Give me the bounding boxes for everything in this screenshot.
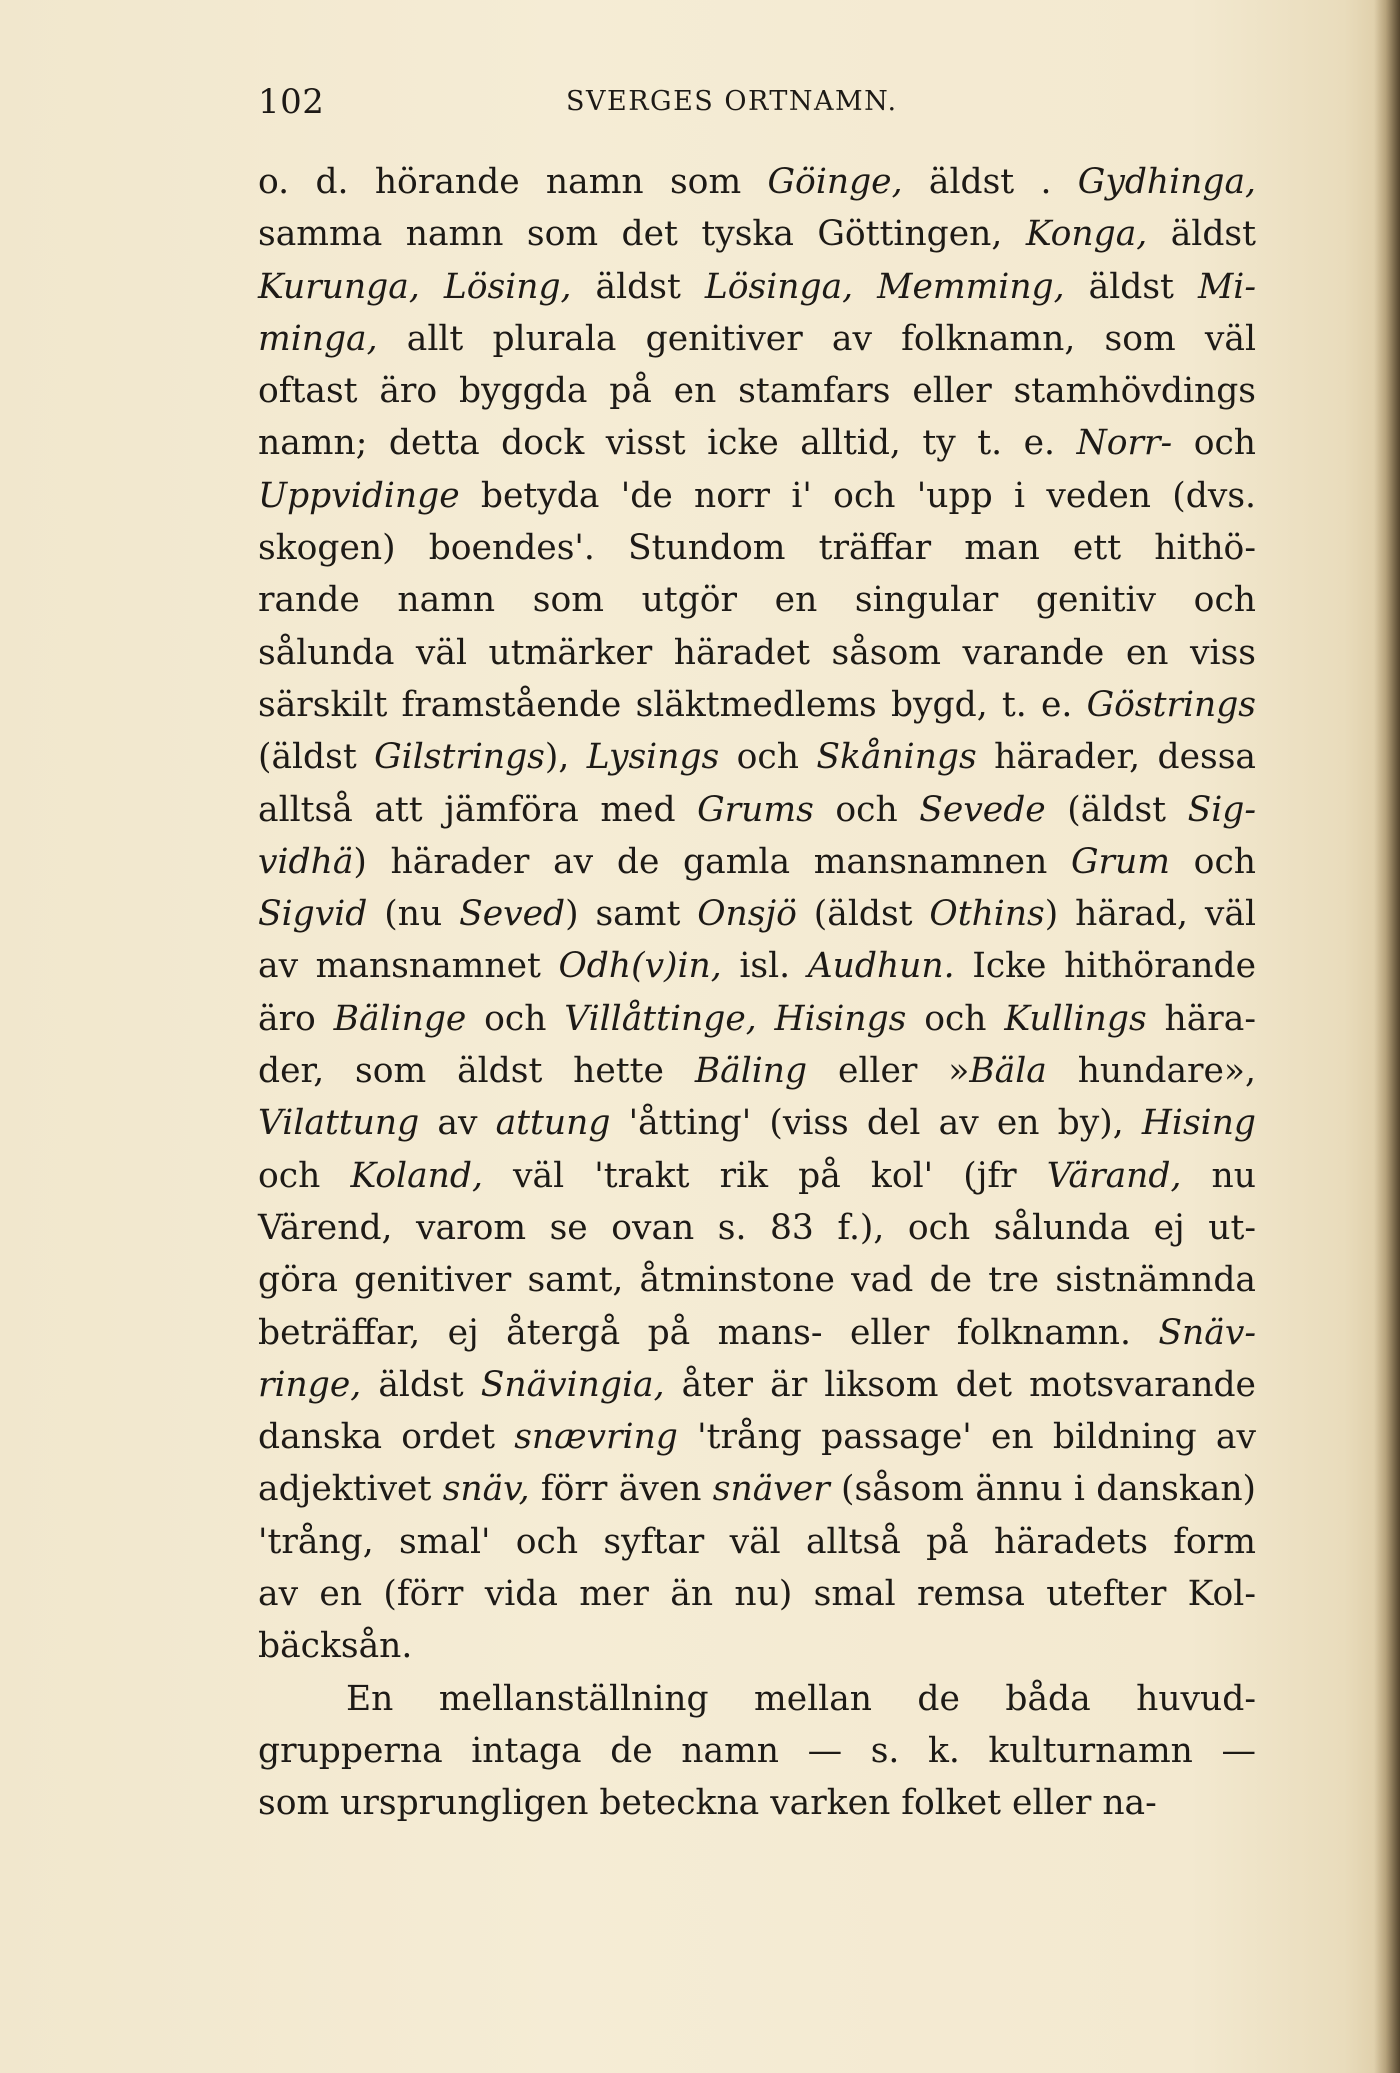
- text-segment: oftast äro byggda på en stamfars eller stamhövdings: [258, 371, 1256, 412]
- text-segment: äldst .: [902, 162, 1078, 202]
- text-segment: 'trång, smal' och syftar väl alltså på häradets form: [258, 1521, 1256, 1562]
- text-segment: ) samt: [565, 894, 698, 935]
- italic-segment: Onsjö: [697, 894, 797, 935]
- text-line: [258, 313, 1256, 365]
- text-segment: Värend, varom se ovan s. 83 f.), och sålunda ej ut-: [258, 1207, 1256, 1248]
- italic-segment: Mi-: [1197, 266, 1256, 307]
- body-text: [258, 156, 1256, 1830]
- text-segment: (nu: [367, 894, 460, 935]
- italic-segment: Sevede: [919, 789, 1046, 830]
- text-segment: Icke hithörande: [954, 946, 1256, 987]
- italic-segment: Värand,: [1046, 1155, 1182, 1196]
- text-line: [258, 1202, 1256, 1254]
- italic-segment: Göstrings: [1086, 684, 1256, 725]
- text-line: [258, 1359, 1256, 1411]
- text-line: [258, 940, 1256, 992]
- text-segment: äro: [258, 998, 334, 1039]
- text-line: [258, 1568, 1256, 1620]
- text-segment: sålunda väl utmärker häradet såsom varande en viss: [258, 632, 1256, 673]
- text-segment: allt plurala genitiver av folknamn, som väl: [377, 318, 1256, 359]
- text-segment: grupperna intaga de namn — s. k. kulturnamn —: [258, 1730, 1256, 1771]
- italic-segment: Sig-: [1187, 789, 1256, 830]
- text-segment: ) härader av de gamla mansnamnen: [353, 841, 1071, 882]
- italic-segment: Bälinge: [333, 998, 467, 1039]
- italic-segment: Konga,: [1025, 214, 1148, 255]
- italic-segment: Othins: [929, 894, 1045, 935]
- text-line: [258, 417, 1256, 469]
- text-line: [258, 1045, 1256, 1097]
- italic-segment: Kurunga, Lösing,: [258, 266, 572, 307]
- italic-segment: Lösinga, Memming,: [704, 266, 1065, 307]
- text-line: [258, 1673, 1256, 1725]
- text-segment: (äldst: [258, 737, 375, 778]
- italic-segment: Grum: [1070, 841, 1170, 882]
- text-line: [258, 1097, 1256, 1149]
- text-line: [258, 784, 1256, 836]
- text-line: [258, 993, 1256, 1045]
- text-line: [258, 1620, 1256, 1672]
- text-segment: och: [719, 737, 817, 778]
- text-segment: (äldst: [796, 894, 930, 935]
- text-segment: och: [466, 998, 565, 1039]
- text-segment: väl 'trakt rik på kol' (jfr: [482, 1155, 1047, 1196]
- italic-segment: snævring: [514, 1417, 678, 1458]
- text-segment: härа-: [1146, 998, 1256, 1039]
- text-segment: namn; detta dock visst icke alltid, ty t. e.: [258, 423, 1077, 464]
- italic-segment: Skånings: [816, 737, 977, 778]
- text-line: [258, 1254, 1256, 1306]
- text-segment: och: [906, 998, 1005, 1039]
- text-line: [258, 574, 1256, 626]
- text-segment: adjektivet: [258, 1469, 443, 1510]
- text-line: [258, 888, 1256, 940]
- text-segment: äldst: [361, 1364, 481, 1405]
- italic-segment: ringe,: [258, 1364, 362, 1405]
- text-line: [258, 627, 1256, 679]
- text-segment: rande namn som utgör en singular genitiv och: [258, 580, 1256, 621]
- italic-segment: vidhä: [258, 841, 354, 882]
- text-segment: äldst: [1147, 214, 1256, 255]
- text-segment: samma namn som det tyska Göttingen,: [258, 214, 1026, 255]
- italic-segment: Koland,: [350, 1155, 483, 1196]
- text-line: [258, 1411, 1256, 1463]
- text-segment: och: [813, 789, 920, 830]
- text-line: [258, 836, 1256, 888]
- italic-segment: Bäla: [969, 1051, 1047, 1092]
- italic-segment: Lysings: [586, 737, 720, 778]
- text-segment: beträffar, ej återgå på mans- eller folknamn.: [258, 1312, 1159, 1353]
- text-line: [258, 261, 1256, 313]
- italic-segment: Seved: [459, 894, 566, 935]
- text-line: [258, 1516, 1256, 1568]
- text-segment: som ursprungligen beteckna varken folket eller na-: [258, 1783, 1157, 1824]
- text-segment: ),: [544, 737, 587, 778]
- text-segment: av: [419, 1103, 496, 1144]
- text-segment: särskilt framstående släktmedlems bygd, t. e.: [258, 684, 1087, 725]
- text-segment: och: [1169, 841, 1256, 882]
- text-segment: åter är liksom det motsvarande: [664, 1364, 1256, 1405]
- italic-segment: Sigvid: [258, 894, 368, 935]
- text-segment: danska ordet: [258, 1417, 515, 1458]
- italic-segment: attung: [495, 1103, 611, 1144]
- text-segment: isl.: [721, 946, 808, 987]
- text-segment: alltså att jämföra med: [258, 789, 698, 830]
- page-edge-shadow: [1374, 0, 1400, 2073]
- text-segment: skogen) boendes'. Stundom träffar man ett hithö-: [258, 528, 1256, 569]
- page-number: 102: [258, 82, 325, 122]
- italic-segment: snäv,: [442, 1469, 530, 1510]
- text-segment: der, som äldst hette: [258, 1051, 695, 1092]
- text-segment: och: [258, 1155, 351, 1196]
- italic-segment: Grums: [697, 789, 814, 830]
- italic-segment: Gydhinga,: [1077, 162, 1256, 202]
- italic-segment: Kullings: [1004, 998, 1147, 1039]
- text-segment: förr även: [529, 1469, 713, 1510]
- italic-segment: snäver: [712, 1469, 830, 1510]
- text-segment: äldst: [571, 266, 705, 307]
- italic-segment: Norr-: [1076, 423, 1173, 464]
- italic-segment: Villåttinge, Hisings: [564, 998, 907, 1039]
- text-segment: 'trång passage' en bildning av: [677, 1417, 1256, 1458]
- text-segment: nu: [1181, 1155, 1257, 1196]
- italic-segment: Snävingia,: [480, 1364, 665, 1405]
- italic-segment: Odh(v)in,: [558, 946, 722, 987]
- text-segment: 'åtting' (viss del av en by),: [610, 1103, 1142, 1144]
- text-segment: o. d. hörande namn som: [258, 162, 768, 202]
- italic-segment: Snäv-: [1158, 1312, 1256, 1353]
- text-line: [258, 1777, 1256, 1829]
- text-line: [258, 365, 1256, 417]
- text-line: [258, 1725, 1256, 1777]
- running-title: SVERGES ORTNAMN.: [566, 86, 898, 117]
- text-segment: av en (förr vida mer än nu) smal remsa utefter Kol-: [258, 1574, 1256, 1615]
- text-segment: äldst: [1064, 266, 1198, 307]
- text-line: [258, 679, 1256, 731]
- text-segment: hundare»,: [1046, 1051, 1257, 1092]
- text-segment: (såsom ännu i danskan): [829, 1469, 1256, 1510]
- text-line: [258, 1150, 1256, 1202]
- text-line: [258, 156, 1256, 208]
- italic-segment: minga,: [258, 318, 378, 359]
- text-line: [258, 470, 1256, 522]
- text-segment: ) härad, väl: [1044, 894, 1256, 935]
- italic-segment: Bäling: [694, 1051, 808, 1092]
- page-header: [258, 82, 1258, 126]
- text-line: [258, 522, 1256, 574]
- italic-segment: Uppvidinge: [258, 475, 460, 516]
- text-line: [258, 1307, 1256, 1359]
- text-segment: härader, dessa: [976, 737, 1257, 778]
- text-segment: av mansnamnet: [258, 946, 559, 987]
- text-segment: En mellanställning mellan de båda huvud-: [346, 1678, 1256, 1719]
- text-segment: och: [1172, 423, 1257, 464]
- italic-segment: Gilstrings: [374, 737, 545, 778]
- italic-segment: Hising: [1141, 1103, 1257, 1144]
- text-segment: bäcksån.: [258, 1626, 413, 1667]
- text-segment: göra genitiver samt, åtminstone vad de tre sistnämnda: [258, 1260, 1256, 1301]
- text-segment: (äldst: [1045, 789, 1188, 830]
- text-segment: betyda 'de norr i' och 'upp i veden (dvs.: [459, 475, 1256, 516]
- text-line: [258, 731, 1256, 783]
- italic-segment: Audhun.: [807, 946, 955, 987]
- italic-segment: Vilattung: [258, 1103, 420, 1144]
- text-segment: eller »: [807, 1051, 970, 1092]
- text-line: [258, 1463, 1256, 1515]
- italic-segment: Göinge,: [767, 162, 903, 202]
- text-line: [258, 208, 1256, 260]
